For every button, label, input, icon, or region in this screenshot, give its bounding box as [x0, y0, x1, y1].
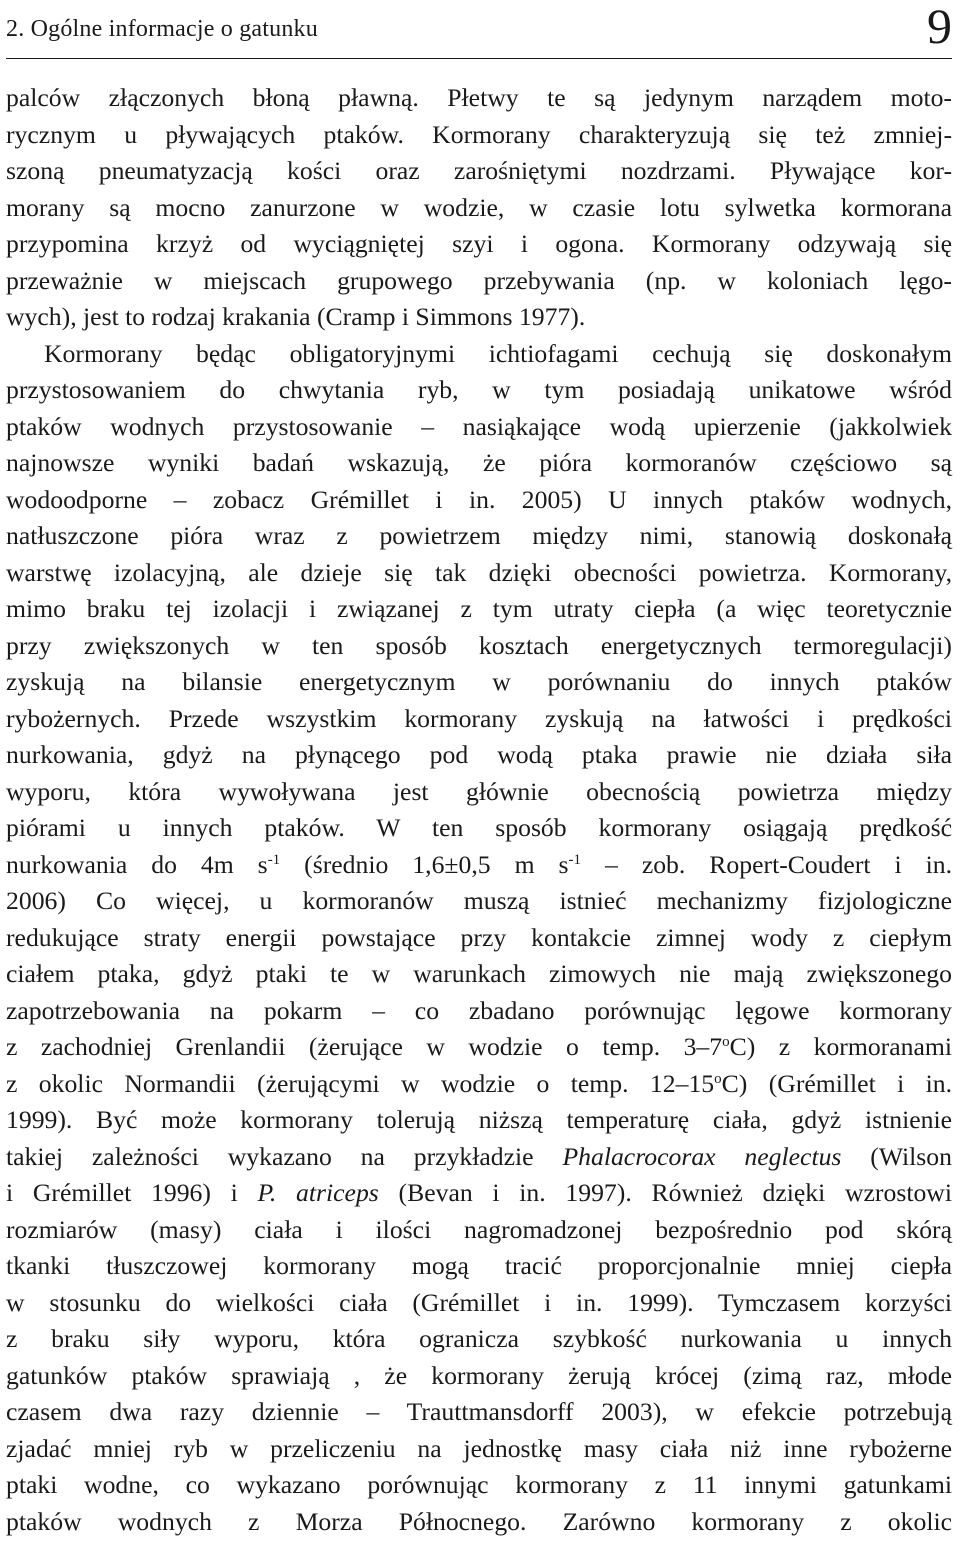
text-line: zyskują na bilansie energetycznym w porównaniu do innych ptaków: [6, 667, 952, 696]
page-number: 9: [927, 0, 952, 54]
text-run: C) z kormoranami: [729, 1032, 952, 1061]
text-line: zjadać mniej ryb w przeliczeniu na jednostkę masy ciała niż inne rybożerne: [6, 1433, 952, 1463]
text-line: ptaki wodne, co wykazano porównując kormorany z 11 innymi gatunkami: [6, 1470, 952, 1499]
text-line: szoną pneumatyzacją kości oraz zarośniętymi nozdrzami. Pływające kor-: [6, 156, 952, 185]
text-line: przypomina krzyż od wyciągniętej szyi i ogona. Kormorany odzywają się: [6, 229, 952, 258]
text-line: 2006) Co więcej, u kormoranów muszą istnieć mechanizmy fizjologiczne: [6, 886, 952, 915]
superscript: -1: [568, 851, 582, 868]
text-run: (Bevan i in. 1997). Również dzięki wzrostowi: [378, 1178, 952, 1207]
text-line: morany są mocno zanurzone w wodzie, w czasie lotu sylwetka kormorana: [6, 192, 952, 222]
text-line: Kormorany będąc obligatoryjnymi ichtiofagami cechują się doskonałym: [44, 338, 952, 368]
text-run: C) (Grémillet i in.: [721, 1068, 953, 1098]
text-run: – zob. Ropert-Coudert i in.: [581, 849, 952, 879]
running-header: [6, 0, 952, 59]
species-name: P. atriceps: [257, 1178, 379, 1207]
text-run: takiej zależności wykazano na przykładzie: [6, 1141, 563, 1171]
text-line: mimo braku tej izolacji i związanej z tym utraty ciepła (a więc teoretycznie: [6, 594, 952, 623]
text-run: i Grémillet 1996) i: [6, 1178, 258, 1207]
text-line: natłuszczone pióra wraz z powietrzem między nimi, stanowią doskonałą: [6, 521, 952, 550]
text-line: przystosowaniem do chwytania ryb, w tym posiadają unikatowe wśród: [6, 375, 952, 404]
text-line: [6, 1139, 952, 1176]
text-line: ptaków wodnych przystosowanie – nasiąkające wodą upierzenie (jakkolwiek: [6, 411, 952, 441]
text-line: czasem dwa razy dziennie – Trauttmansdorff 2003), w efekcie potrzebują: [6, 1397, 952, 1426]
text-line: ciałem ptaka, gdyż ptaki te w warunkach zimowych nie mają zwiększonego: [6, 959, 952, 988]
text-line: przeważnie w miejscach grupowego przebywania (np. w koloniach lęgo-: [6, 265, 952, 295]
text-line: przy zwiększonych w ten sposób kosztach energetycznych termoregulacji): [6, 630, 952, 660]
text-line: wych), jest to rodzaj krakania (Cramp i Simmons 1977).: [6, 302, 586, 331]
text-line: [6, 1066, 952, 1103]
text-line: [6, 1029, 952, 1066]
text-line: zapotrzebowania na pokarm – co zbadano porównując lęgowe kormorany: [6, 995, 952, 1025]
text-line: warstwę izolacyjną, ale dzieje się tak dzięki obecności powietrza. Kormorany,: [6, 557, 952, 587]
text-line: wodoodporne – zobacz Grémillet i in. 2005) U innych ptaków wodnych,: [6, 484, 952, 514]
text-line: najnowsze wyniki badań wskazują, że pióra kormoranów częściowo są: [6, 448, 952, 477]
text-run: (średnio 1,6±0,5 m s: [280, 849, 569, 879]
text-line: w stosunku do wielkości ciała (Grémillet i in. 1999). Tymczasem korzyści: [6, 1287, 952, 1317]
text-line: palców złączonych błoną pławną. Płetwy te są jedynym narządem moto-: [6, 83, 952, 112]
superscript: o: [722, 1034, 730, 1050]
text-line: gatunków ptaków sprawiają , że kormorany żerują krócej (zimą raz, młode: [6, 1360, 952, 1390]
text-run: z okolic Normandii (żerującymi w wodzie o temp. 12–15: [6, 1068, 715, 1098]
text-line: rybożernych. Przede wszystkim kormorany zyskują na łatwości i prędkości: [6, 703, 952, 733]
text-line: 1999). Być może kormorany tolerują niższą temperaturę ciała, gdyż istnienie: [6, 1105, 952, 1134]
text-line: tkanki tłuszczowej kormorany mogą tracić proporcjonalnie mniej ciepła: [6, 1251, 952, 1280]
species-name: Phalacrocorax neglectus: [562, 1141, 842, 1171]
text-line: ptaków wodnych z Morza Północnego. Zarówno kormorany z okolic: [6, 1506, 952, 1536]
text-line: z braku siły wyporu, która ogranicza szybkość nurkowania u innych: [6, 1324, 952, 1353]
superscript: -1: [267, 851, 281, 868]
text-line: rozmiarów (masy) ciała i ilości nagromadzonej bezpośrednio pod skórą: [6, 1214, 952, 1244]
text-line: wyporu, która wywoływana jest głównie obecnością powietrza między: [6, 776, 952, 806]
text-line: [6, 1175, 952, 1212]
text-line: [6, 847, 952, 884]
superscript: o: [714, 1070, 722, 1087]
text-run: (Wilson: [841, 1141, 952, 1171]
text-line: rycznym u pływających ptaków. Kormorany charakteryzują się też zmniej-: [6, 119, 952, 149]
text-line: redukujące straty energii powstające przy kontakcie zimnej wody z ciepłym: [6, 922, 952, 952]
text-run: z zachodniej Grenlandii (żerujące w wodzie o temp. 3–7: [6, 1032, 723, 1061]
text-line: piórami u innych ptaków. W ten sposób kormorany osiągają prędkość: [6, 813, 952, 842]
chapter-title: 2. Ogólne informacje o gatunku: [6, 16, 318, 42]
body-text: [6, 80, 952, 1540]
text-run: nurkowania do 4m s: [6, 849, 268, 879]
text-line: nurkowania, gdyż na płynącego pod wodą ptaka prawie nie działa siła: [6, 740, 952, 769]
